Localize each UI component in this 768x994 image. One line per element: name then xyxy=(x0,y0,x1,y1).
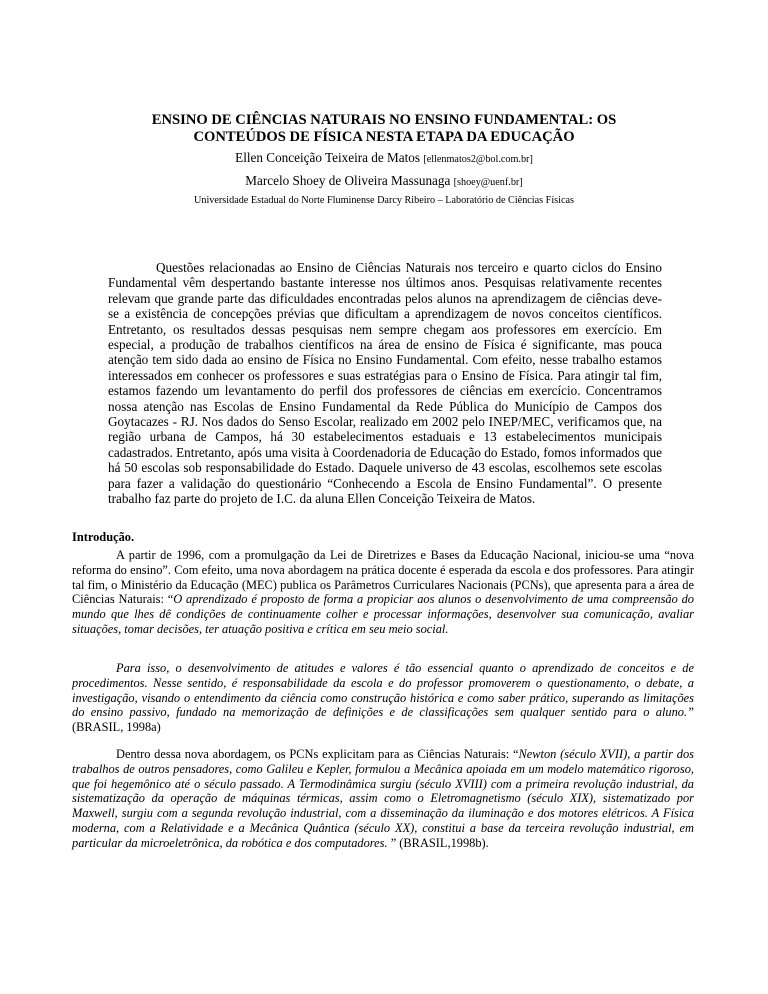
abstract: Questões relacionadas ao Ensino de Ciências Naturais nos terceiro e quarto ciclos do Ensino Fundamental vêm despertando bastante interesse nos últimos anos. Pesquisas relativamente recentes relevam que grande parte das dificuldades encontradas pelos alunos na aprendizagem de ciências deve-se a existência de concepções prévias que dificultam a aprendizagem de novos conceitos científicos. Entretanto, os resultados dessas pesquisas nem sempre chegam aos professores em exercício. Em especial, a produção de trabalhos científicos na área de ensino de Física é significante, mas pouca atenção tem sido dada ao ensino de Física no Ensino Fundamental. Com efeito, nesse trabalho estamos interessados em conhecer os professores e suas estratégias para o Ensino de Física. Para atingir tal fim, estamos fazendo um levantamento do perfil dos professores de ciências em exercício. Concentramos nossa atenção nas Escolas de Ensino Fundamental da Rede Pública do Município de Campos dos Goytacazes - RJ. Nos dados do Senso Escolar, realizado em 2002 pelo INEP/MEC, verificamos que, na região urbana de Campos, há 30 estabelecimentos estaduais e 13 estabelecimentos municipais cadastrados. Entretanto, após uma visita à Coordenadoria de Educação do Estado, fomos informados que há 50 escolas sob responsabilidade do Estado. Daquele universo de 43 escolas, escolhemos sete escolas para fazer a validação do questionário “Conhecendo a Escola de Ensino Fundamental”. O presente trabalho faz parte do projeto de I.C. da aluna Ellen Conceição Teixeira de Matos. xyxy=(108,260,662,507)
quote-text: O aprendizado é proposto de forma a propiciar aos alunos o desenvolvimento de uma compreensão do mundo que lhes dê condições de continuamente colher e processar informações, desenvolver sua comunicação, avaliar situações, tomar decisões, ter atuação positiva e crítica em seu meio social. xyxy=(72,592,694,636)
citation: (BRASIL, 1998a) xyxy=(72,720,161,735)
author-email: [ellenmatos2@bol.com.br] xyxy=(423,154,533,165)
author-2 xyxy=(100,173,668,191)
paper-title xyxy=(100,112,668,146)
paragraph-text: A partir de 1996, com a promulgação da Lei de Diretrizes e Bases da Educação Nacional, iniciou-se uma “nova reforma do ensino”. Com efeito, uma nova abordagem na prática docente é esperada da escola e dos professores. Para atingir tal fim, o Ministério da Educação (MEC) publica os Parâmetros Curriculares Nacionais (PCNs), que apresenta para a área de Ciências Naturais: “ xyxy=(72,548,694,607)
intro-paragraph-3 xyxy=(72,747,694,851)
quote-text: Newton (século XVII), a partir dos trabalhos de outros pensadores, como Galileu e Kepler, formulou a Mecânica apoiada em um modelo matemático rigoroso, que foi hegemônico até o século passado. A Termodinâmica surgiu (século XVIII) com a primeira revolução industrial, da sistematização da operação de máquinas térmicas, assim como o Eletromagnetismo (século XIX), sistematizado por Maxwell, surgiu com a segunda revolução industrial, com a disseminação da iluminação e dos motores elétricos. A Física moderna, com a Relatividade e a Mecânica Quântica (século XX), constitui a base da terceira revolução industrial, em particular da microeletrônica, da robótica e dos computadores. xyxy=(72,747,694,850)
section-heading-introduction: Introdução. xyxy=(72,530,135,544)
affiliation: Universidade Estadual do Norte Fluminense Darcy Ribeiro – Laboratório de Ciências Físicas xyxy=(194,195,574,206)
citation: ” (BRASIL,1998b). xyxy=(387,835,489,850)
author-1 xyxy=(100,150,668,168)
title-line-1: ENSINO DE CIÊNCIAS NATURAIS NO ENSINO FUNDAMENTAL: OS xyxy=(151,112,617,128)
author-name: Ellen Conceição Teixeira de Matos xyxy=(235,150,421,165)
intro-paragraph-1 xyxy=(72,548,694,637)
quote-text: Para isso, o desenvolvimento de atitudes e valores é tão essencial quanto o aprendizado de conceitos e de procedimentos. Nesse sentido, é responsabilidade da escola e do professor promoverem o questionamento, o debate, a investigação, visando o entendimento da ciência como construção histórica e como saber prático, superando as limitações do ensino passivo, fundado na memorização de definições e de classificações sem qualquer sentido para o aluno.” xyxy=(72,661,694,720)
paragraph-text: Dentro dessa nova abordagem, os PCNs explicitam para as Ciências Naturais: “ xyxy=(116,747,519,761)
intro-paragraph-2 xyxy=(72,661,694,735)
author-name: Marcelo Shoey de Oliveira Massunaga xyxy=(245,173,451,188)
author-email: [shoey@uenf.br] xyxy=(453,177,523,188)
title-line-2: CONTEÚDOS DE FÍSICA NESTA ETAPA DA EDUCAÇÃO xyxy=(193,129,575,145)
